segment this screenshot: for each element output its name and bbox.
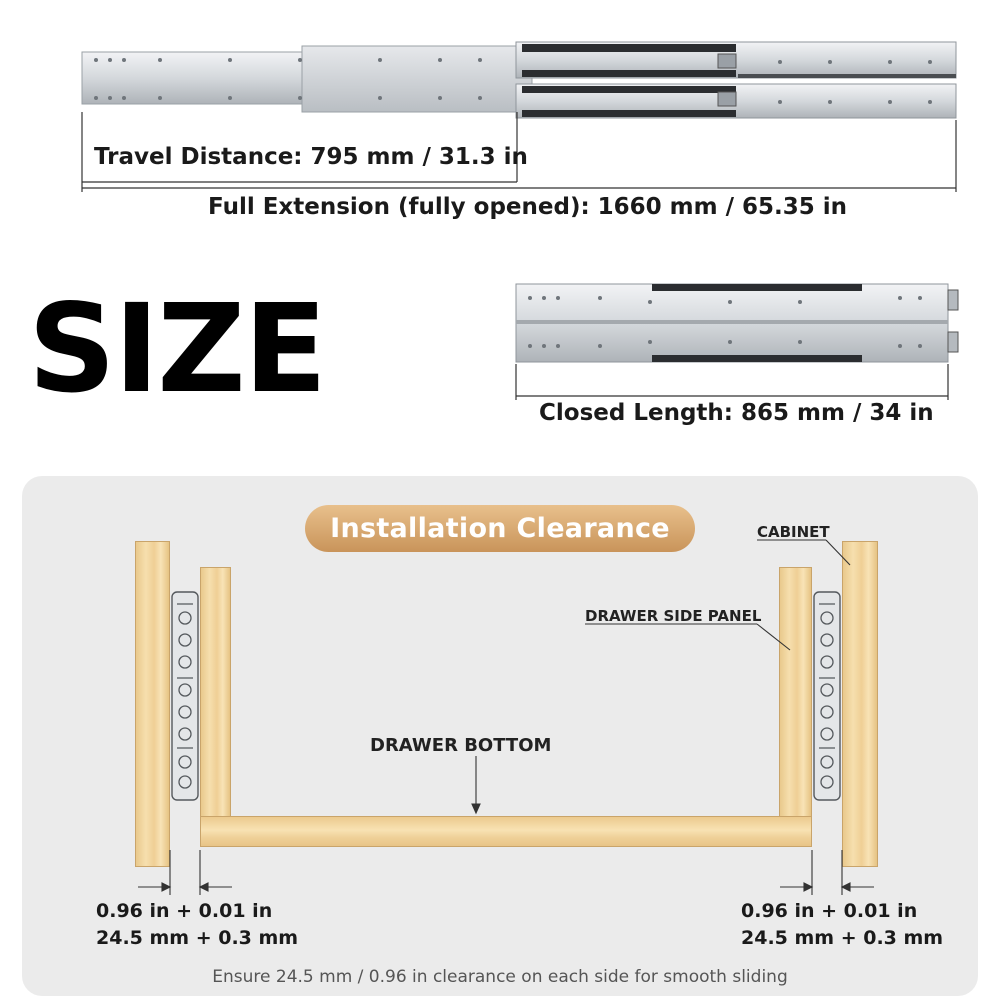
travel-distance-label: Travel Distance: 795 mm / 31.3 in xyxy=(94,144,528,170)
clearance-note: Ensure 24.5 mm / 0.96 in clearance on each side for smooth sliding xyxy=(212,967,788,987)
drawer-side-panel-label: DRAWER SIDE PANEL xyxy=(585,607,762,625)
right-clearance-imperial: 0.96 in + 0.01 in xyxy=(741,900,918,922)
left-clearance-metric: 24.5 mm + 0.3 mm xyxy=(96,927,299,949)
drawer-bottom-label: DRAWER BOTTOM xyxy=(370,735,552,756)
closed-length-label: Closed Length: 865 mm / 34 in xyxy=(539,400,934,426)
left-clearance-imperial: 0.96 in + 0.01 in xyxy=(96,900,273,922)
right-clearance-metric: 24.5 mm + 0.3 mm xyxy=(741,927,944,949)
page-title: SIZE xyxy=(28,278,326,420)
cabinet-label: CABINET xyxy=(757,523,830,541)
installation-heading: Installation Clearance xyxy=(305,505,695,552)
full-extension-label: Full Extension (fully opened): 1660 mm / 65.35 in xyxy=(208,194,848,220)
